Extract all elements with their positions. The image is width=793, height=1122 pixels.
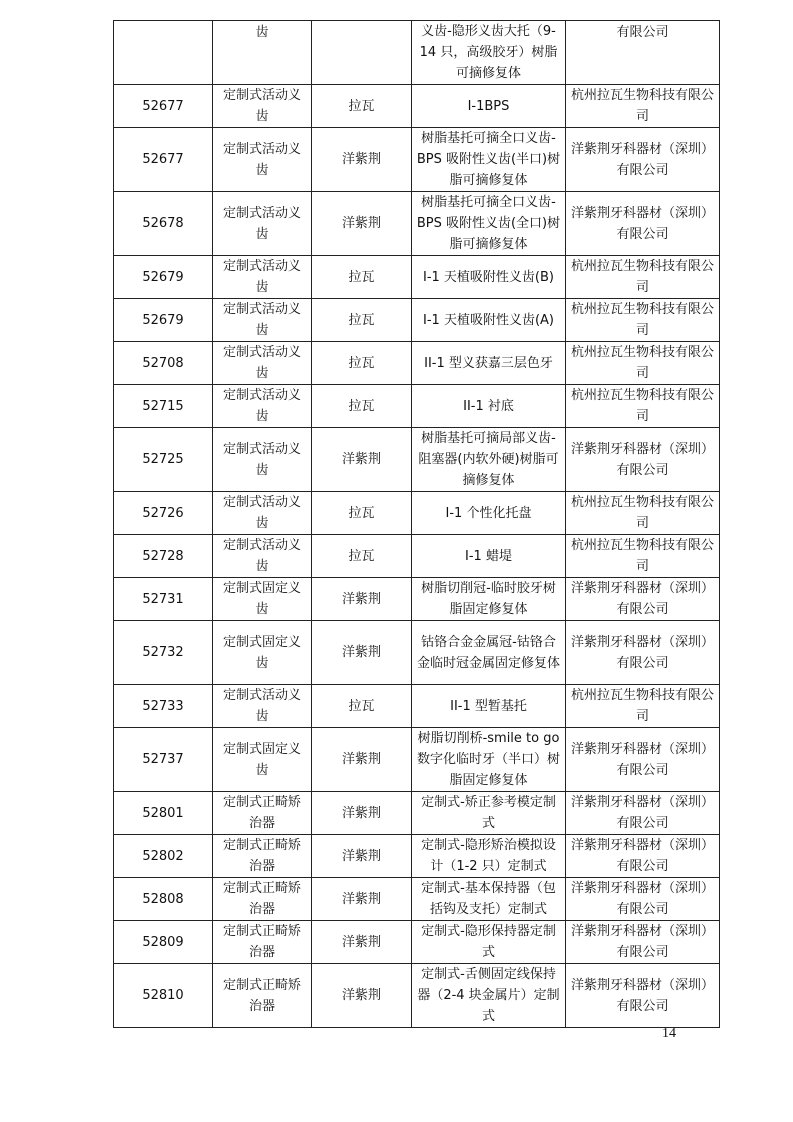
brand-cell: 洋紫荆 [312,921,412,964]
table-row [114,685,720,728]
category-cell: 定制式正畸矫治器 [213,964,312,1028]
table-row [114,256,720,299]
spec-cell: II-1 型暂基托 [412,685,566,728]
brand-cell: 洋紫荆 [312,192,412,256]
category-cell: 定制式固定义齿 [213,578,312,621]
spec-cell: II-1 型义获嘉三层色牙 [412,342,566,385]
brand-cell: 洋紫荆 [312,428,412,492]
code-cell: 52708 [114,342,213,385]
code-cell: 52677 [114,85,213,128]
company-cell: 洋紫荆牙科器材（深圳）有限公司 [566,621,720,685]
spec-cell: 树脂切削桥-smile to go 数字化临时牙（半口）树脂固定修复体 [412,728,566,792]
code-cell: 52728 [114,535,213,578]
table-row [114,342,720,385]
spec-cell: 树脂切削冠-临时胶牙树脂固定修复体 [412,578,566,621]
code-cell: 52802 [114,835,213,878]
code-cell: 52801 [114,792,213,835]
table-row [114,728,720,792]
code-cell: 52733 [114,685,213,728]
company-cell: 洋紫荆牙科器材（深圳）有限公司 [566,835,720,878]
brand-cell: 洋紫荆 [312,621,412,685]
category-cell: 定制式活动义齿 [213,685,312,728]
company-cell: 杭州拉瓦生物科技有限公司 [566,385,720,428]
spec-cell: 定制式-矫正参考模定制式 [412,792,566,835]
company-cell: 洋紫荆牙科器材（深圳）有限公司 [566,192,720,256]
code-cell: 52732 [114,621,213,685]
table-row [114,299,720,342]
spec-cell: 树脂基托可摘全口义齿-BPS 吸附性义齿(全口)树脂可摘修复体 [412,192,566,256]
code-cell: 52715 [114,385,213,428]
category-cell: 定制式活动义齿 [213,535,312,578]
category-cell: 定制式活动义齿 [213,85,312,128]
company-cell: 洋紫荆牙科器材（深圳）有限公司 [566,578,720,621]
spec-cell: I-1 天植吸附性义齿(A) [412,299,566,342]
spec-cell: 定制式-舌侧固定线保持器（2-4 块金属片）定制式 [412,964,566,1028]
company-cell: 洋紫荆牙科器材（深圳）有限公司 [566,428,720,492]
brand-cell: 拉瓦 [312,385,412,428]
category-cell: 定制式活动义齿 [213,192,312,256]
table-row [114,428,720,492]
table-row [114,792,720,835]
table-row [114,128,720,192]
table-row [114,621,720,685]
category-cell: 定制式活动义齿 [213,256,312,299]
table-row [114,578,720,621]
spec-cell: I-1BPS [412,85,566,128]
table-row [114,535,720,578]
brand-cell: 洋紫荆 [312,878,412,921]
table-row [114,964,720,1028]
brand-cell: 洋紫荆 [312,578,412,621]
company-cell: 杭州拉瓦生物科技有限公司 [566,256,720,299]
product-table [113,20,720,1028]
brand-cell: 拉瓦 [312,492,412,535]
spec-cell: 树脂基托可摘局部义齿-阻塞器(内软外硬)树脂可摘修复体 [412,428,566,492]
spec-cell: 定制式-隐形矫治模拟设计（1-2 只）定制式 [412,835,566,878]
code-cell [114,21,213,85]
spec-cell: 定制式-隐形保持器定制式 [412,921,566,964]
page-number: 14 [662,1026,676,1041]
code-cell: 52725 [114,428,213,492]
company-cell: 杭州拉瓦生物科技有限公司 [566,492,720,535]
company-cell: 洋紫荆牙科器材（深圳）有限公司 [566,728,720,792]
category-cell: 定制式固定义齿 [213,728,312,792]
brand-cell: 洋紫荆 [312,835,412,878]
category-cell: 定制式正畸矫治器 [213,835,312,878]
brand-cell: 洋紫荆 [312,792,412,835]
code-cell: 52677 [114,128,213,192]
code-cell: 52726 [114,492,213,535]
company-cell: 有限公司 [566,21,720,85]
brand-cell: 洋紫荆 [312,964,412,1028]
brand-cell: 拉瓦 [312,685,412,728]
category-cell: 齿 [213,21,312,85]
category-cell: 定制式活动义齿 [213,492,312,535]
code-cell: 52808 [114,878,213,921]
table-row [114,835,720,878]
company-cell: 洋紫荆牙科器材（深圳）有限公司 [566,792,720,835]
code-cell: 52737 [114,728,213,792]
brand-cell: 拉瓦 [312,299,412,342]
spec-cell: I-1 蜡堤 [412,535,566,578]
brand-cell: 拉瓦 [312,342,412,385]
spec-cell: 钴铬合金金属冠-钴铬合金临时冠金属固定修复体 [412,621,566,685]
spec-cell: 定制式-基本保持器（包括钩及支托）定制式 [412,878,566,921]
brand-cell: 洋紫荆 [312,728,412,792]
table-row [114,878,720,921]
company-cell: 洋紫荆牙科器材（深圳）有限公司 [566,964,720,1028]
company-cell: 杭州拉瓦生物科技有限公司 [566,342,720,385]
company-cell: 洋紫荆牙科器材（深圳）有限公司 [566,921,720,964]
category-cell: 定制式活动义齿 [213,342,312,385]
category-cell: 定制式活动义齿 [213,428,312,492]
company-cell: 杭州拉瓦生物科技有限公司 [566,85,720,128]
spec-cell: 义齿-隐形义齿大托（9-14 只，高级胶牙）树脂可摘修复体 [412,21,566,85]
code-cell: 52809 [114,921,213,964]
company-cell: 洋紫荆牙科器材（深圳）有限公司 [566,128,720,192]
brand-cell [312,21,412,85]
spec-cell: I-1 个性化托盘 [412,492,566,535]
category-cell: 定制式正畸矫治器 [213,921,312,964]
table-body [114,21,720,1028]
category-cell: 定制式固定义齿 [213,621,312,685]
spec-cell: II-1 衬底 [412,385,566,428]
category-cell: 定制式正畸矫治器 [213,878,312,921]
code-cell: 52678 [114,192,213,256]
code-cell: 52679 [114,256,213,299]
table-row [114,492,720,535]
spec-cell: I-1 天植吸附性义齿(B) [412,256,566,299]
category-cell: 定制式活动义齿 [213,299,312,342]
brand-cell: 拉瓦 [312,85,412,128]
category-cell: 定制式活动义齿 [213,385,312,428]
brand-cell: 拉瓦 [312,535,412,578]
table-row [114,85,720,128]
brand-cell: 洋紫荆 [312,128,412,192]
table-row [114,921,720,964]
spec-cell: 树脂基托可摘全口义齿-BPS 吸附性义齿(半口)树脂可摘修复体 [412,128,566,192]
category-cell: 定制式正畸矫治器 [213,792,312,835]
company-cell: 杭州拉瓦生物科技有限公司 [566,535,720,578]
category-cell: 定制式活动义齿 [213,128,312,192]
table-row [114,385,720,428]
company-cell: 杭州拉瓦生物科技有限公司 [566,299,720,342]
code-cell: 52810 [114,964,213,1028]
code-cell: 52731 [114,578,213,621]
table-row-continued [114,21,720,85]
company-cell: 杭州拉瓦生物科技有限公司 [566,685,720,728]
company-cell: 洋紫荆牙科器材（深圳）有限公司 [566,878,720,921]
brand-cell: 拉瓦 [312,256,412,299]
table-row [114,192,720,256]
code-cell: 52679 [114,299,213,342]
